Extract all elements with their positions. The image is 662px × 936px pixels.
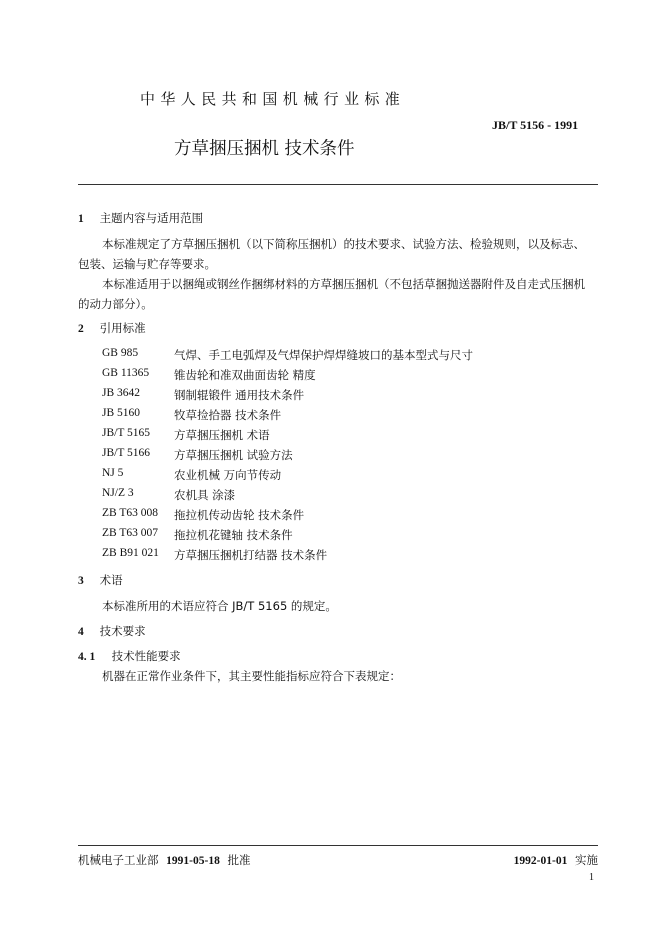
standard-number: JB/T 5156 - 1991 xyxy=(492,118,579,132)
reference-code: GB 985 xyxy=(102,347,139,359)
subsection-title: 技术性能要求 xyxy=(111,649,181,663)
section-title: 术语 xyxy=(99,573,123,587)
reference-title: 锥齿轮和准双曲面齿轮 精度 xyxy=(174,368,316,382)
reference-title: 方草捆压捆机 试验方法 xyxy=(174,448,293,462)
section-1-heading xyxy=(78,210,203,226)
section-number: 2 xyxy=(78,323,84,335)
reference-title: 拖拉机花键轴 技术条件 xyxy=(174,528,293,542)
reference-title: 牧草捡拾器 技术条件 xyxy=(174,408,282,422)
section-title: 引用标准 xyxy=(99,321,146,335)
approving-authority: 机械电子工业部 xyxy=(78,853,159,867)
section-4-heading xyxy=(78,623,146,639)
reference-code: ZB T63 007 xyxy=(102,527,159,539)
header-divider xyxy=(78,184,598,185)
paragraph-line: 包装、运输与贮存等要求。 xyxy=(78,257,216,271)
section-number: 1 xyxy=(78,213,84,225)
reference-title: 农业机械 万向节传动 xyxy=(174,468,282,482)
page-number: 1 xyxy=(589,872,594,883)
reference-code: JB 5160 xyxy=(102,407,141,419)
reference-code: GB 11365 xyxy=(102,367,150,379)
section-title: 技术要求 xyxy=(99,624,146,638)
reference-code: NJ/Z 3 xyxy=(102,487,134,499)
document-title: 方草捆压捆机 技术条件 xyxy=(174,139,355,159)
footer-divider xyxy=(78,845,598,846)
paragraph-line: 机器在正常作业条件下，其主要性能指标应符合下表规定： xyxy=(102,669,401,683)
reference-title: 农机具 涂漆 xyxy=(174,488,236,502)
issuing-body-title: 中华人民共和国机械行业标准 xyxy=(140,90,406,108)
reference-code: ZB B91 021 xyxy=(102,547,159,559)
paragraph-line: 的动力部分）。 xyxy=(78,297,153,311)
paragraph-line: 本标准适用于以捆绳或钢丝作捆绑材料的方草捆压捆机（不包括草捆抛送器附件及自走式压捆机 xyxy=(102,277,585,291)
paragraph-line: 本标准所用的术语应符合 JB/T 5165 的规定。 xyxy=(102,599,337,613)
reference-title: 方草捆压捆机 术语 xyxy=(174,428,270,442)
approval-date: 1991-05-18 xyxy=(166,855,220,867)
reference-code: JB/T 5166 xyxy=(102,447,151,459)
implementation-label: 实施 xyxy=(575,853,598,867)
approval-label: 批准 xyxy=(227,853,251,867)
reference-code: JB 3642 xyxy=(102,387,141,399)
implementation-date: 1992-01-01 xyxy=(513,855,568,867)
paragraph-line: 本标准规定了方草捆压捆机（以下简称压捆机）的技术要求、试验方法、检验规则，以及标志、 xyxy=(102,237,585,251)
reference-code: JB/T 5165 xyxy=(102,427,151,439)
section-3-heading xyxy=(78,572,123,588)
section-title: 主题内容与适用范围 xyxy=(99,211,204,225)
reference-title: 钢制辊锻件 通用技术条件 xyxy=(174,388,305,402)
implementation-line xyxy=(514,852,598,868)
reference-title: 气焊、手工电弧焊及气焊保护焊焊缝坡口的基本型式与尺寸 xyxy=(174,348,473,362)
section-2-heading xyxy=(78,320,146,336)
reference-title: 拖拉机传动齿轮 技术条件 xyxy=(174,508,305,522)
section-number: 4 xyxy=(78,626,84,638)
reference-code: NJ 5 xyxy=(102,467,124,479)
reference-code: ZB T63 008 xyxy=(102,507,159,519)
section-number: 3 xyxy=(78,575,84,587)
reference-title: 方草捆压捆机打结器 技术条件 xyxy=(174,548,328,562)
subsection-number: 4. 1 xyxy=(78,651,96,663)
subsection-4-1-heading xyxy=(78,648,181,664)
approval-line xyxy=(78,852,250,868)
